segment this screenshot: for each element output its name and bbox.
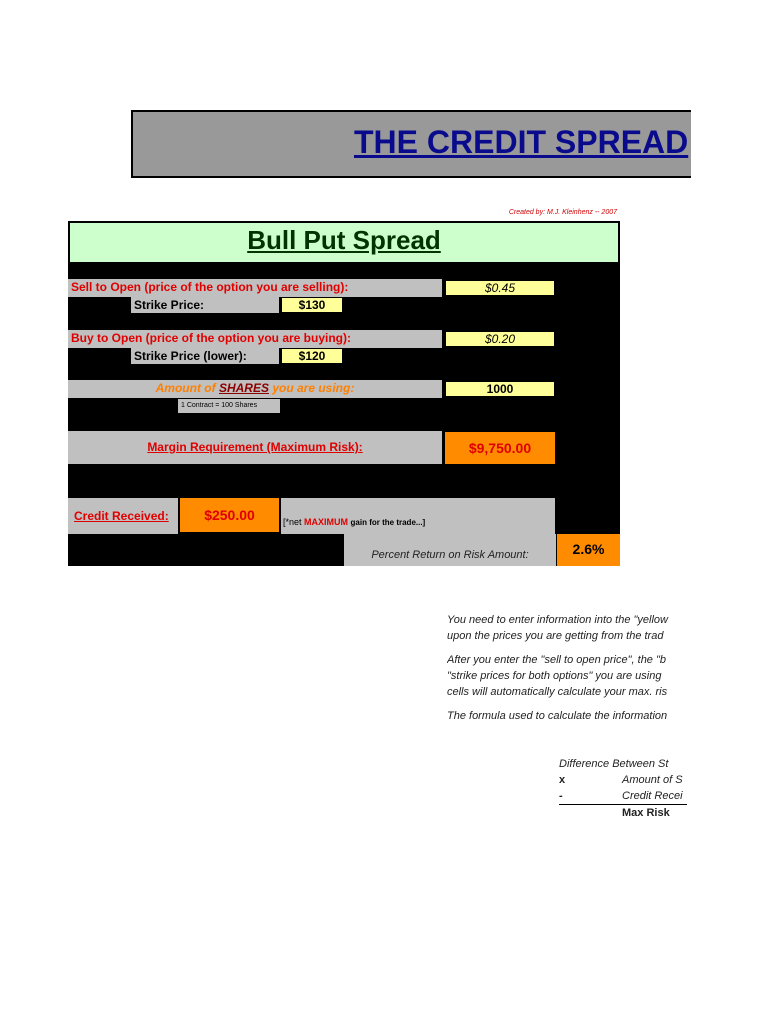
strike-lower-input[interactable]: $120 (281, 348, 343, 364)
strike-lower-label: Strike Price (lower): (134, 349, 247, 363)
formula-row-shares (559, 772, 687, 788)
shares-prefix: Amount of (155, 381, 216, 395)
formula-row-result (559, 805, 687, 821)
sell-price-input[interactable]: $0.45 (445, 280, 555, 296)
credit-note-prefix: [*net (283, 517, 302, 527)
formula-minus-symbol: - (559, 790, 563, 802)
shares-word: SHARES (218, 381, 269, 395)
credit-note-cell (281, 498, 555, 534)
percent-return-value: 2.6% (557, 534, 620, 566)
formula-credit-text: Credit Recei (622, 790, 683, 802)
credit-note-word: MAXIMUM (304, 517, 349, 527)
formula-multiply-symbol: x (559, 774, 566, 786)
credit-received-value: $250.00 (180, 498, 279, 532)
credit-received-label: Credit Received: (74, 509, 169, 523)
credit-note (283, 517, 425, 527)
margin-requirement-value: $9,750.00 (445, 432, 555, 464)
instructions-panel (447, 612, 687, 827)
shares-suffix: you are using: (272, 381, 355, 395)
formula-max-risk: Max Risk (622, 807, 670, 819)
formula-block (559, 756, 687, 821)
credit-note-suffix: gain for the trade...] (350, 518, 426, 527)
contract-note: 1 Contract = 100 Shares (178, 399, 280, 413)
strike-price-input[interactable]: $130 (281, 297, 343, 313)
percent-return-label: Percent Return on Risk Amount: (371, 549, 529, 561)
formula-row-credit (559, 788, 687, 805)
page-title: THE CREDIT SPREAD (354, 124, 689, 160)
instructions-p2-line2: "strike prices for both options" you are using (447, 670, 662, 682)
instructions-p3-line1: The formula used to calculate the information (447, 710, 668, 722)
formula-row-difference: Difference Between St (559, 758, 669, 770)
margin-requirement-label: Margin Requirement (Maximum Risk): (147, 440, 363, 454)
buy-price-input[interactable]: $0.20 (445, 331, 555, 347)
instructions-p1-line2: upon the prices you are getting from the trad (447, 630, 664, 642)
spread-title: Bull Put Spread (247, 225, 441, 255)
strike-price-label: Strike Price: (134, 298, 205, 312)
sell-to-open-label: Sell to Open (price of the option you are selling): (71, 280, 349, 294)
author-credit: Created by: M.J. Kleinhenz -- 2007 (508, 209, 617, 216)
formula-shares-text: Amount of S (622, 774, 683, 786)
shares-input[interactable]: 1000 (445, 381, 555, 397)
buy-to-open-label: Buy to Open (price of the option you are buying): (71, 331, 351, 345)
instructions-p2-line1: After you enter the "sell to open price", the "b (447, 654, 667, 666)
instructions-p1-line1: You need to enter information into the "yellow (447, 614, 668, 626)
instructions-p2-line3: cells will automatically calculate your max. ris (447, 686, 668, 698)
shares-label (68, 381, 442, 395)
